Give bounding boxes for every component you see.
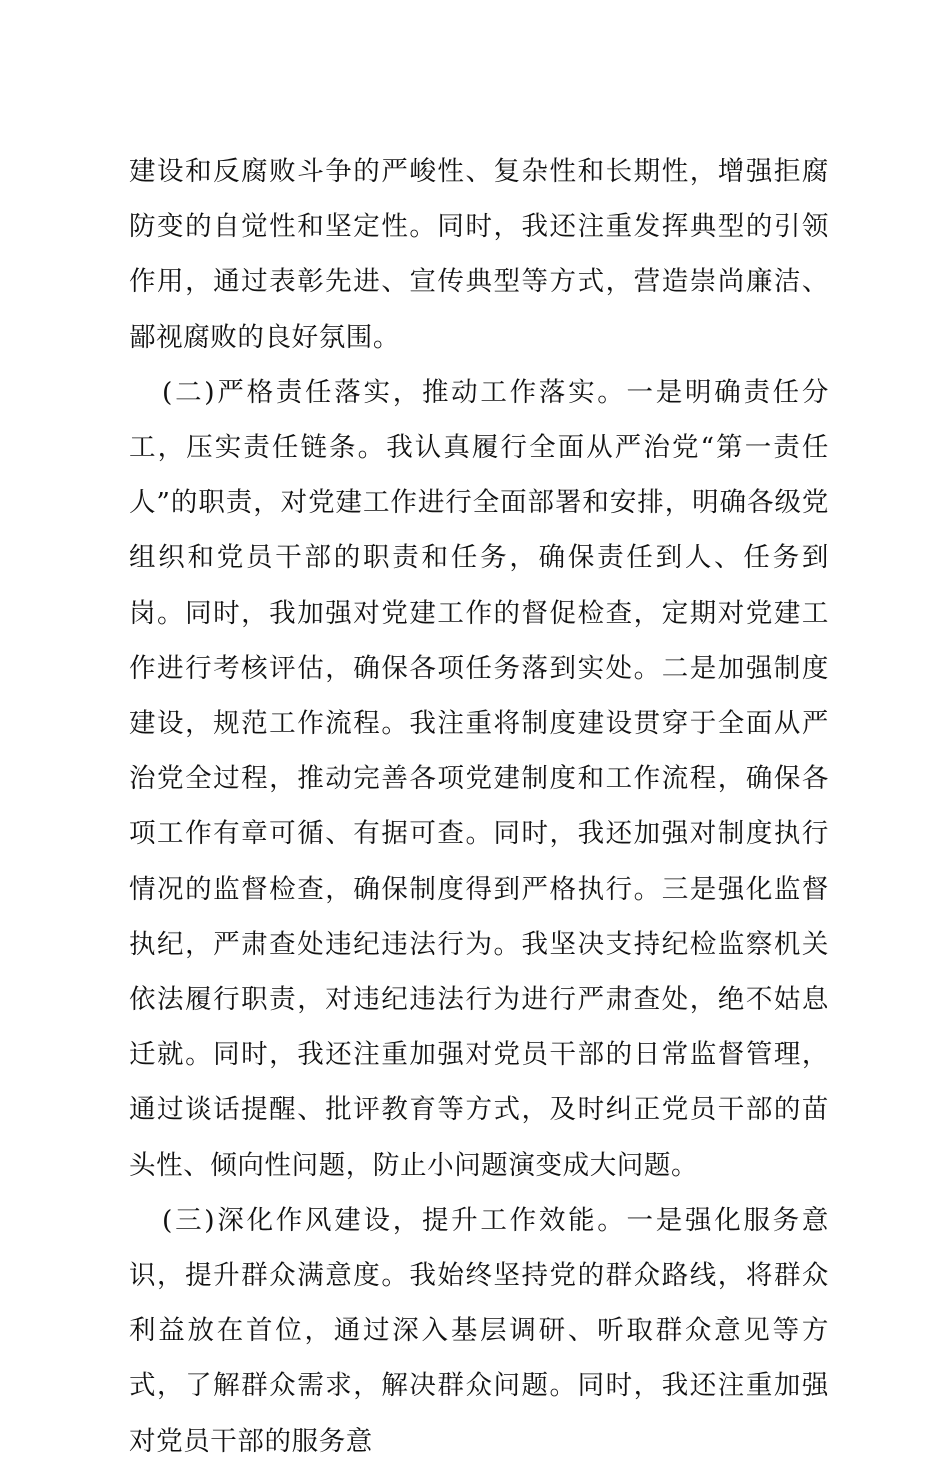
paragraph-section-three: (三)深化作风建设，提升工作效能。一是强化服务意识，提升群众满意度。我始终坚持党的群众路线，将群众利益放在首位，通过深入基层调研、听取群众意见等方式，了解群众需求，解决群众问题。同时，我还注重加强对党员干部的服务意 — [129, 1204, 829, 1457]
paragraph-continuation: 建设和反腐败斗争的严峻性、复杂性和长期性，增强拒腐防变的自觉性和坚定性。同时，我还注重发挥典型的引领作用，通过表彰先进、宣传典型等方式，营造崇尚廉洁、鄙视腐败的良好氛围。 — [129, 156, 829, 353]
document-body — [129, 144, 829, 1469]
paragraph-section-two: (二)严格责任落实，推动工作落实。一是明确责任分工，压实责任链条。我认真履行全面从严治党“第一责任人”的职责，对党建工作进行全面部署和安排，明确各级党组织和党员干部的职责和任务，确保责任到人、任务到岗。同时，我加强对党建工作的督促检查，定期对党建工作进行考核评估，确保各项任务落到实处。二是加强制度建设，规范工作流程。我注重将制度建设贯穿于全面从严治党全过程，推动完善各项党建制度和工作流程，确保各项工作有章可循、有据可查。同时，我还加强对制度执行情况的监督检查，确保制度得到严格执行。三是强化监督执纪，严肃查处违纪违法行为。我坚决支持纪检监察机关依法履行职责，对违纪违法行为进行严肃查处，绝不姑息迁就。同时，我还注重加强对党员干部的日常监督管理，通过谈话提醒、批评教育等方式，及时纠正党员干部的苗头性、倾向性问题，防止小问题演变成大问题。 — [129, 376, 829, 1181]
